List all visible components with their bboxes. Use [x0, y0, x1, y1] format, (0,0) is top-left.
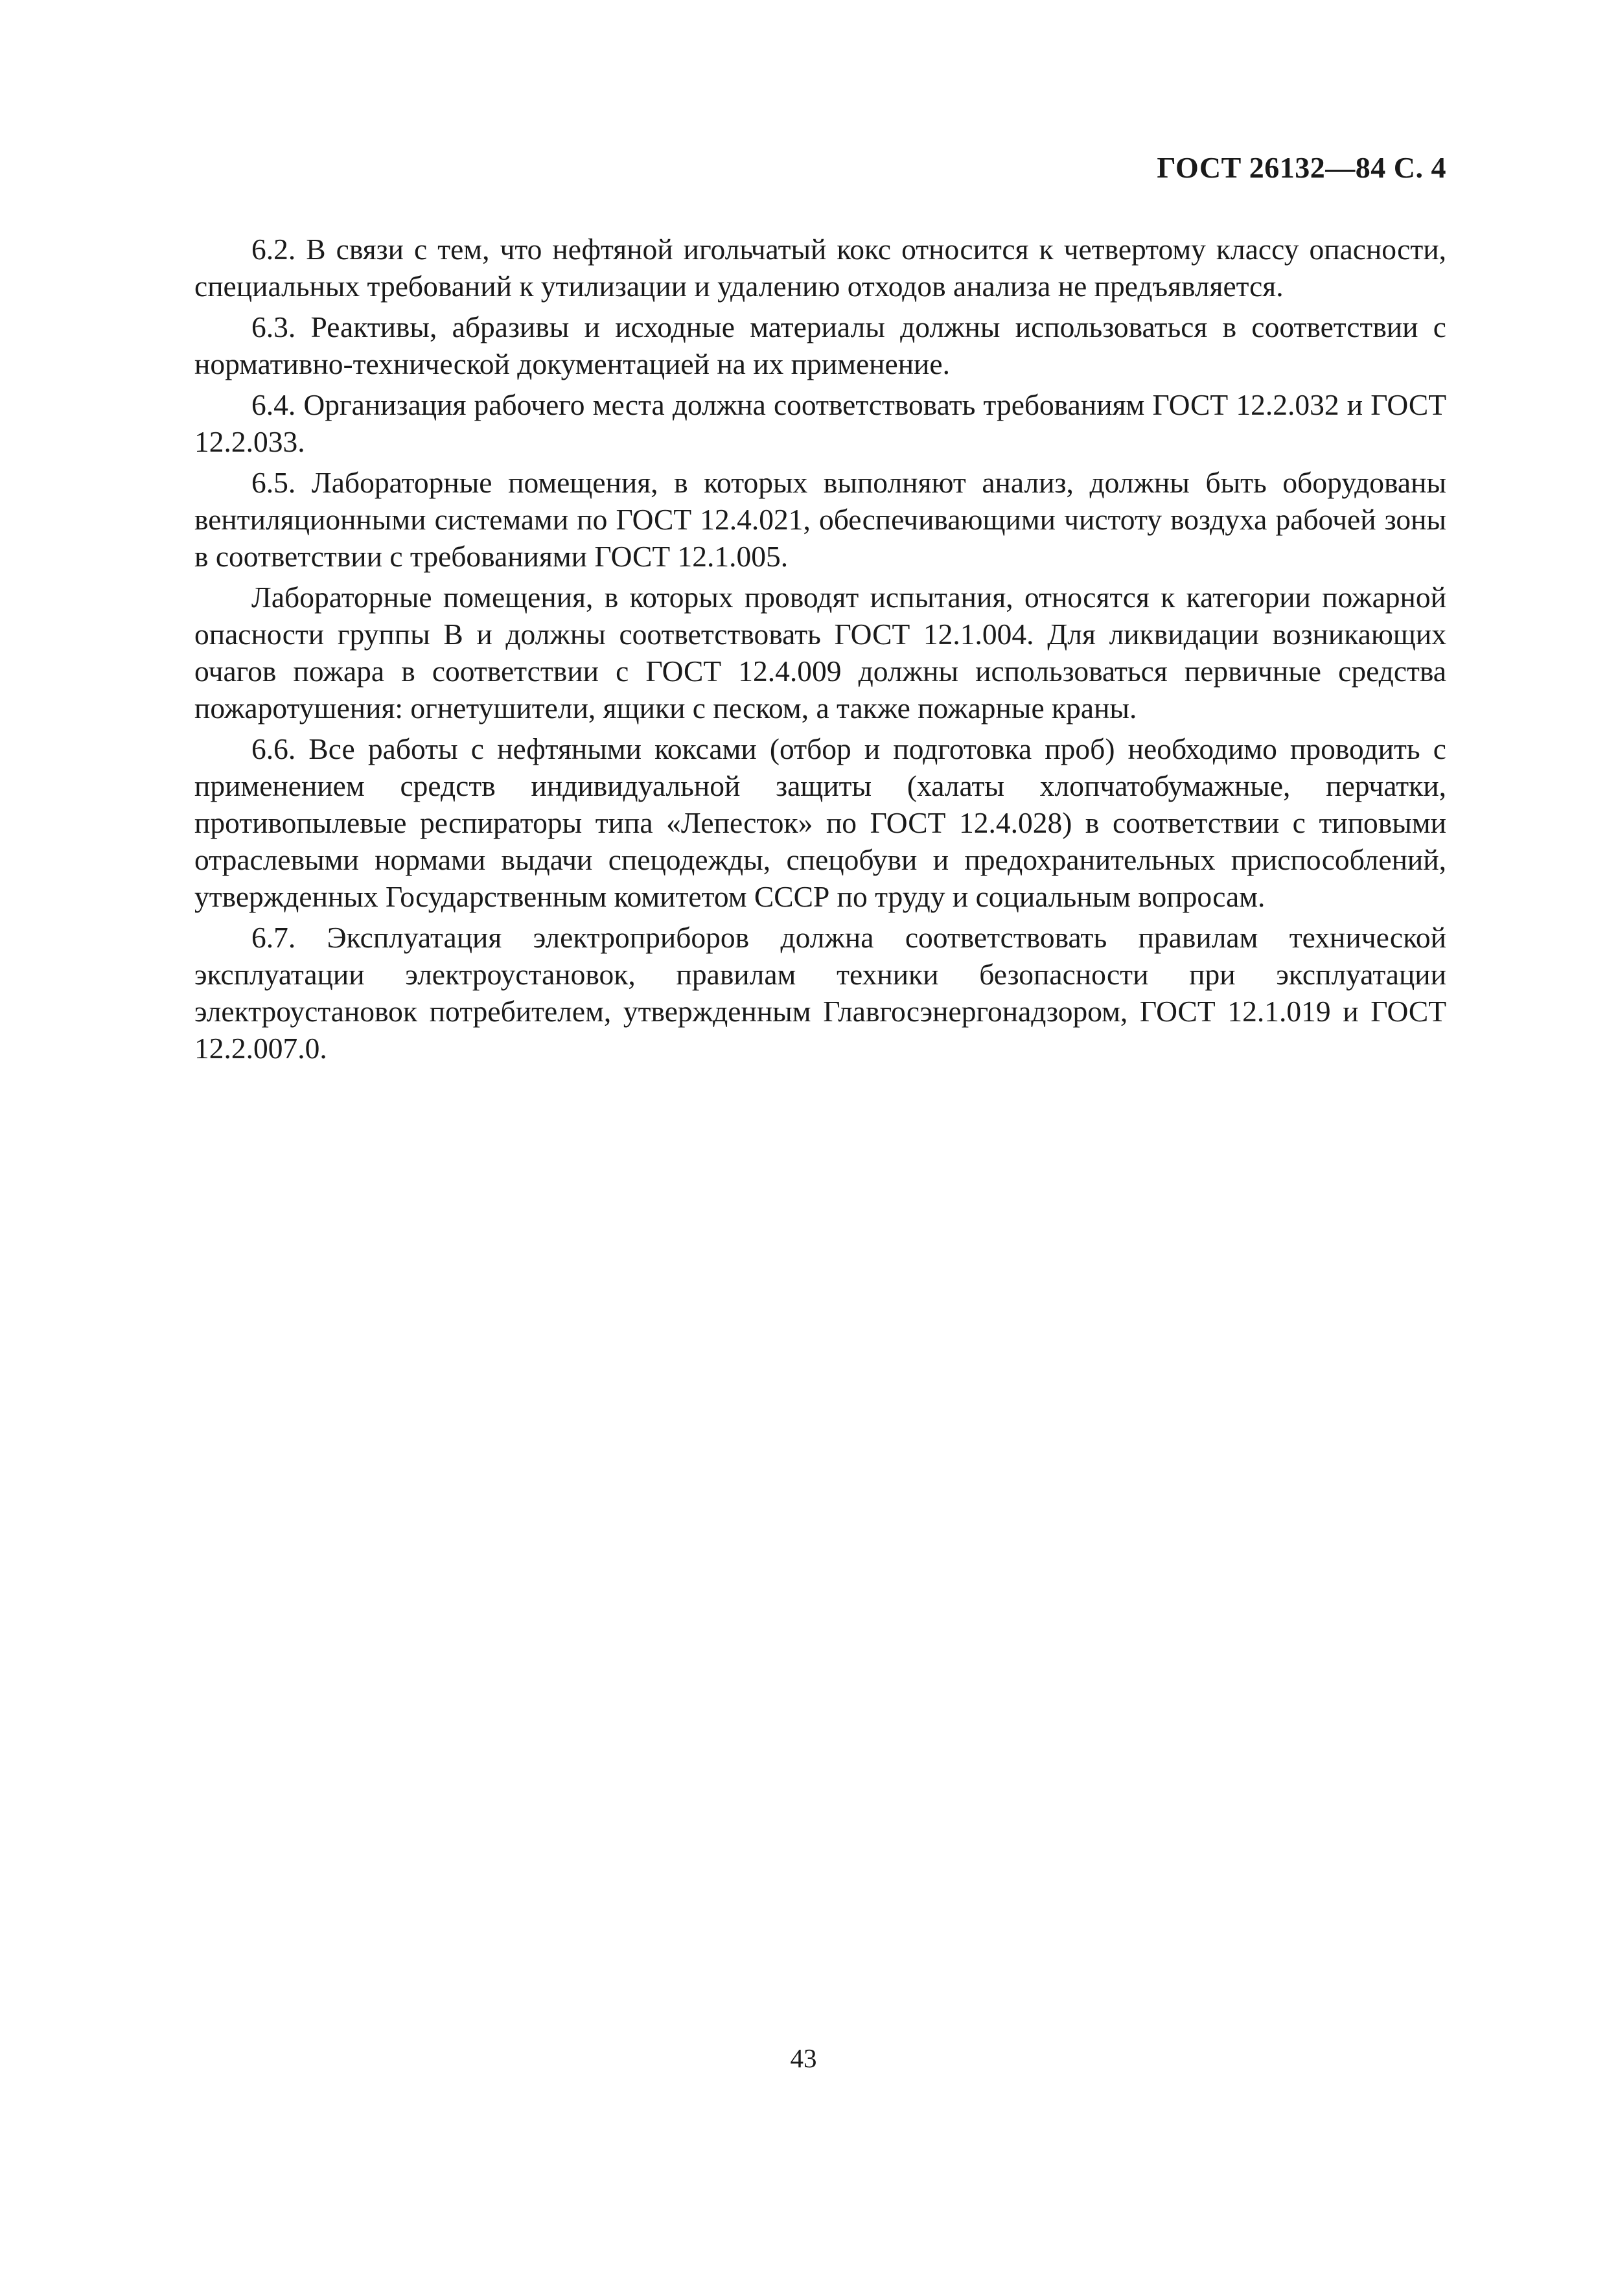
paragraph-6-5-fire-safety: Лабораторные помещения, в которых проводят испытания, относятся к категории пожарной опасности группы В и должны соответствовать ГОСТ 12.1.004. Для ликвидации возникающих очагов пожара в соответствии с ГОСТ 12.4.009 должны использоваться первичные средства пожаротушения: огнетушители, ящики с песком, а также пожарные краны. — [194, 581, 1446, 725]
page-number: 43 — [790, 2043, 817, 2073]
paragraph-6-4: 6.4. Организация рабочего места должна соответствовать требованиям ГОСТ 12.2.032 и ГОСТ 12.2.033. — [194, 388, 1446, 458]
document-body — [194, 231, 1446, 1071]
paragraph-6-3: 6.3. Реактивы, абразивы и исходные материалы должны использоваться в соответствии с нормативно-технической документацией на их применение. — [194, 310, 1446, 380]
document-header: ГОСТ 26132—84 С. 4 — [1157, 151, 1446, 184]
paragraph-6-5: 6.5. Лабораторные помещения, в которых выполняют анализ, должны быть оборудованы вентиляционными системами по ГОСТ 12.4.021, обеспечивающими чистоту воздуха рабочей зоны в соответствии с требованиями ГОСТ 12.1.005. — [194, 466, 1446, 573]
paragraph-6-2: 6.2. В связи с тем, что нефтяной игольчатый кокс относится к четвертому классу опасности, специальных требований к утилизации и удалению отходов анализа не предъявляется. — [194, 233, 1446, 303]
paragraph-6-7: 6.7. Эксплуатация электроприборов должна соответствовать правилам технической эксплуатации электроустановок, правилам техники безопасности при эксплуатации электроустановок потребителем, утвержденным Главгосэнергонадзором, ГОСТ 12.1.019 и ГОСТ 12.2.007.0. — [194, 921, 1446, 1065]
paragraph-6-6: 6.6. Все работы с нефтяными коксами (отбор и подготовка проб) необходимо проводить с применением средств индивидуальной защиты (халаты хлопчатобумажные, перчатки, противопылевые респираторы типа «Лепесток» по ГОСТ 12.4.028) в соответствии с типовыми отраслевыми нормами выдачи спецодежды, спецобуви и предохранительных приспособлений, утвержденных Государственным комитетом СССР по труду и социальным вопросам. — [194, 732, 1446, 913]
